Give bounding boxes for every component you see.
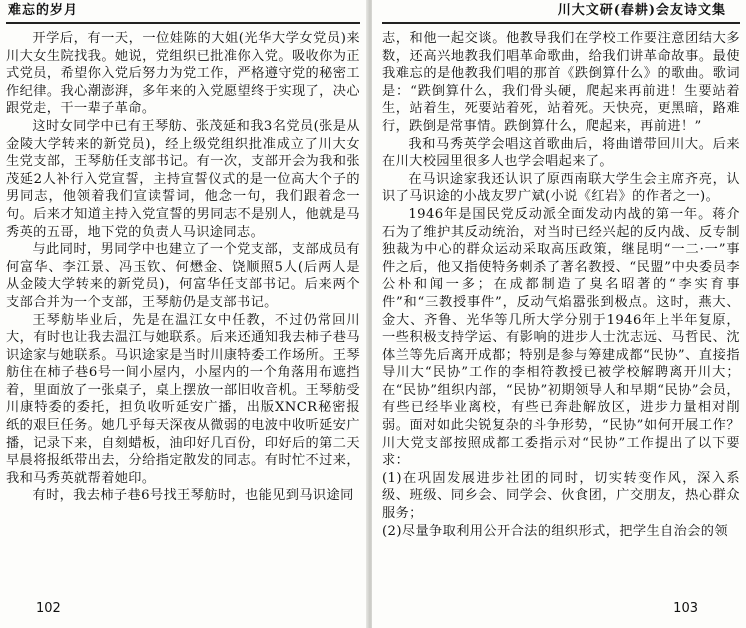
paragraph: 开学后，有一天，一位娃陈的大姐(光华大学女党员)来川大女生院找我。她说，党组织已批准你入党。吸收你为正式党员，希望你入党后努力为党工作，严格遵守党的秘密工作纪律。我心潮澎湃，多年来的入党愿望终于实现了，决心跟党走，干一辈子革命。 [6, 31, 360, 117]
right-page [372, 0, 746, 628]
right-page-body [382, 30, 740, 540]
paragraph: 与此同时，男同学中也建立了一个党支部，支部成员有何富华、李江景、冯玉钦、何懋金、饶顺照5人(后两人是从金陵大学转来的新党员)，何富华任支部书记。后来两个支部合并为一个支部，王琴舫仍是支部书记。 [6, 242, 360, 310]
paragraph: 在马识途家我还认识了原西南联大学生会主席齐亮，认识了马识途的小战友罗广斌(小说《红岩》的作者之一)。 [382, 171, 740, 205]
paragraph: 我和马秀英学会唱这首歌曲后，将曲谱带回川大。后来在川大校园里很多人也学会唱起来了。 [382, 136, 740, 170]
paragraph: (2)尽量争取利用公开合法的组织形式，把学生自治会的领 [382, 523, 728, 539]
paragraph: (1)在巩固发展进步社团的同时，切实转变作风，深入系级、班级、同乡会、同学会、伙食团，广交朋友，热心群众服务； [382, 470, 740, 522]
paragraph: 1946年是国民党反动派全面发动内战的第一年。蒋介石为了维护其反动统治，对当时已经兴起的反内战、反专制独裁为中心的群众运动采取高压政策，继昆明“一二·一”事件之后，他又指使特务刺杀了著名教授、“民盟”中央委员李公朴和闻一多；在成都制造了臭名昭著的“李实育事件”和“三教授事件”，反动气焰嚣张到极点。这时，燕大、金大、齐鲁、光华等几所大学分别于1946年上半年复原，一些积极支持学运、有影响的进步人士沈志远、马哲民、沈体兰等先后离开成都；特别是参与筹建成都“民协”、直接指导川大“民协”工作的李相符教授已被学校解聘离开川大；在“民协”组织内部，“民协”初期领导人和早期“民协”会员，有些已经毕业离校，有些已奔赴解放区，进步力量相对削弱。面对如此尖锐复杂的斗争形势，“民协”如何开展工作？川大党支部按照成都工委指示对“民协”工作提出了以下要求： [382, 206, 741, 469]
left-page-body [6, 30, 360, 505]
right-page-number: 103 [673, 601, 698, 616]
left-page-number: 102 [36, 601, 61, 616]
left-running-header: 难忘的岁月 [6, 0, 360, 24]
paragraph: 王琴舫毕业后，先是在温江女中任教，不过仍常回川大，有时也让我去温江与她联系。后来还通知我去柿子巷马识途家与她联系。马识途家是当时川康特委工作场所。王琴舫住在柿子巷6号一间小屋内，小屋内的一个角落用布遮挡着，里面放了一张桌子，桌上摆放一部旧收音机。王琴舫受川康特委的委托，担负收听延安广播，出版XNCR秘密报纸的艰巨任务。她几乎每天深夜从微弱的电波中收听延安广播，记录下来，自刻蜡板，油印好几百份，印好后的第二天早晨将报纸带出去，分给指定散发的同志。有时忙不过来，我和马秀英就帮着她印。 [6, 312, 360, 486]
left-page [0, 0, 368, 628]
paragraph: 有时，我去柿子巷6号找王琴舫时，也能见到马识途同 [32, 488, 354, 504]
right-running-header: 川大文研(春耕)会友诗文集 [382, 0, 740, 24]
paragraph: 志，和他一起交谈。他教导我们在学校工作要注意团结大多数，还高兴地教我们唱革命歌曲，给我们讲革命故事。最使我难忘的是他教我们唱的那首《跌倒算什么》的歌曲。歌词是：“跌倒算什么，我们骨头硬，爬起来再前进！生要站着生，站着生，死要站着死，站着死。天快亮，更黑暗，路难行，跌倒是常事情。跌倒算什么，爬起来，再前进！” [382, 31, 740, 134]
paragraph: 这时女同学中已有王琴舫、张茂延和我3名党员(张是从金陵大学转来的新党员)，经上级党组织批准成立了川大女生党支部，王琴舫任支部书记。有一次，支部开会为我和张茂延2人补行入党宣誓，主持宣誓仪式的是一位高大个子的男同志，他领着我们宣读誓词，他念一句，我们跟着念一句。后来才知道主持入党宣誓的男同志不是别人，他就是马秀英的五哥，地下党的负责人马识途同志。 [6, 118, 360, 240]
